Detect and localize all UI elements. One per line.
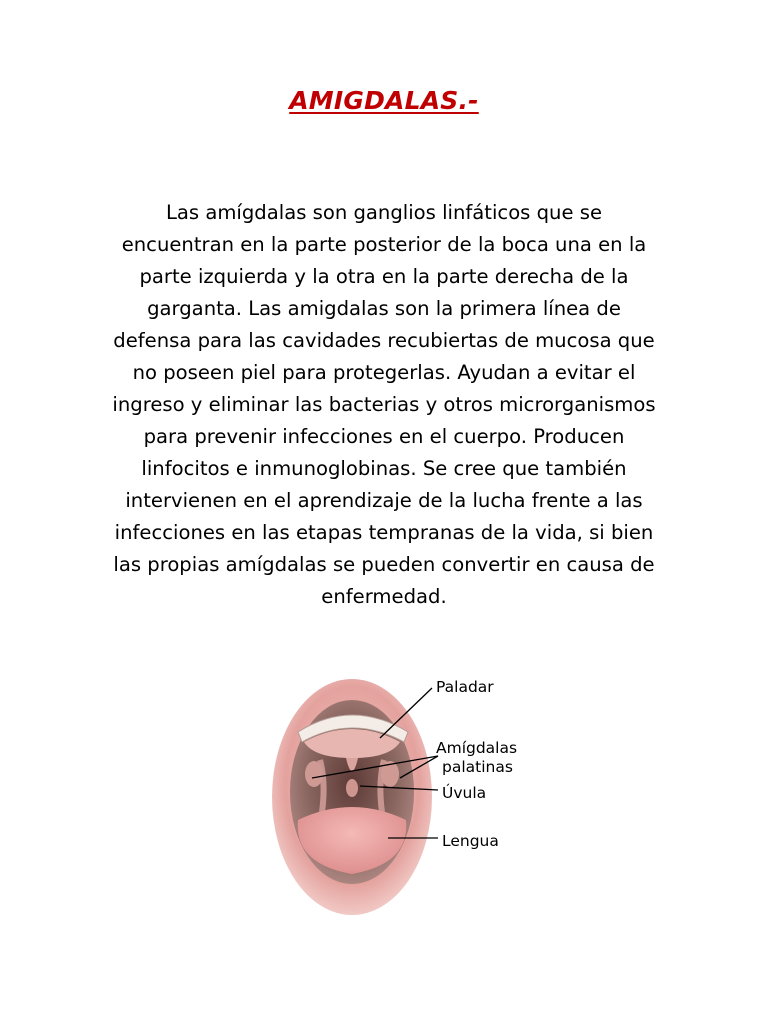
mouth-anatomy-figure xyxy=(270,662,550,922)
mouth-diagram xyxy=(270,662,550,922)
uvula-tip xyxy=(346,779,358,797)
label-uvula: Úvula xyxy=(442,784,487,802)
body-paragraph: Las amígdalas son ganglios linfáticos que se encuentran en la parte posterior de la boca una en la parte izquierda y la otra en la parte derecha de la garganta. Las amigdalas son la primera línea de defensa para las cavidades recubiertas de mucosa que no poseen piel para protegerlas. Ayudan a evitar el ingreso y eliminar las bacterias y otros microrganismos para prevenir infecciones en el cuerpo. Producen linfocitos e inmunoglobinas. Se cree que también intervienen en el aprendizaje de la lucha frente a las infecciones en las etapas tempranas de la vida, si bien las propias amígdalas se pueden convertir en causa de enfermedad. xyxy=(112,201,656,608)
label-amigdalas-line2: palatinas xyxy=(442,758,513,776)
tonsil-left xyxy=(305,761,323,787)
label-amigdalas-line1: Amígdalas xyxy=(436,739,518,757)
label-paladar: Paladar xyxy=(436,678,494,696)
label-lengua: Lengua xyxy=(442,832,499,850)
page-title: AMIGDALAS.- xyxy=(289,86,479,115)
